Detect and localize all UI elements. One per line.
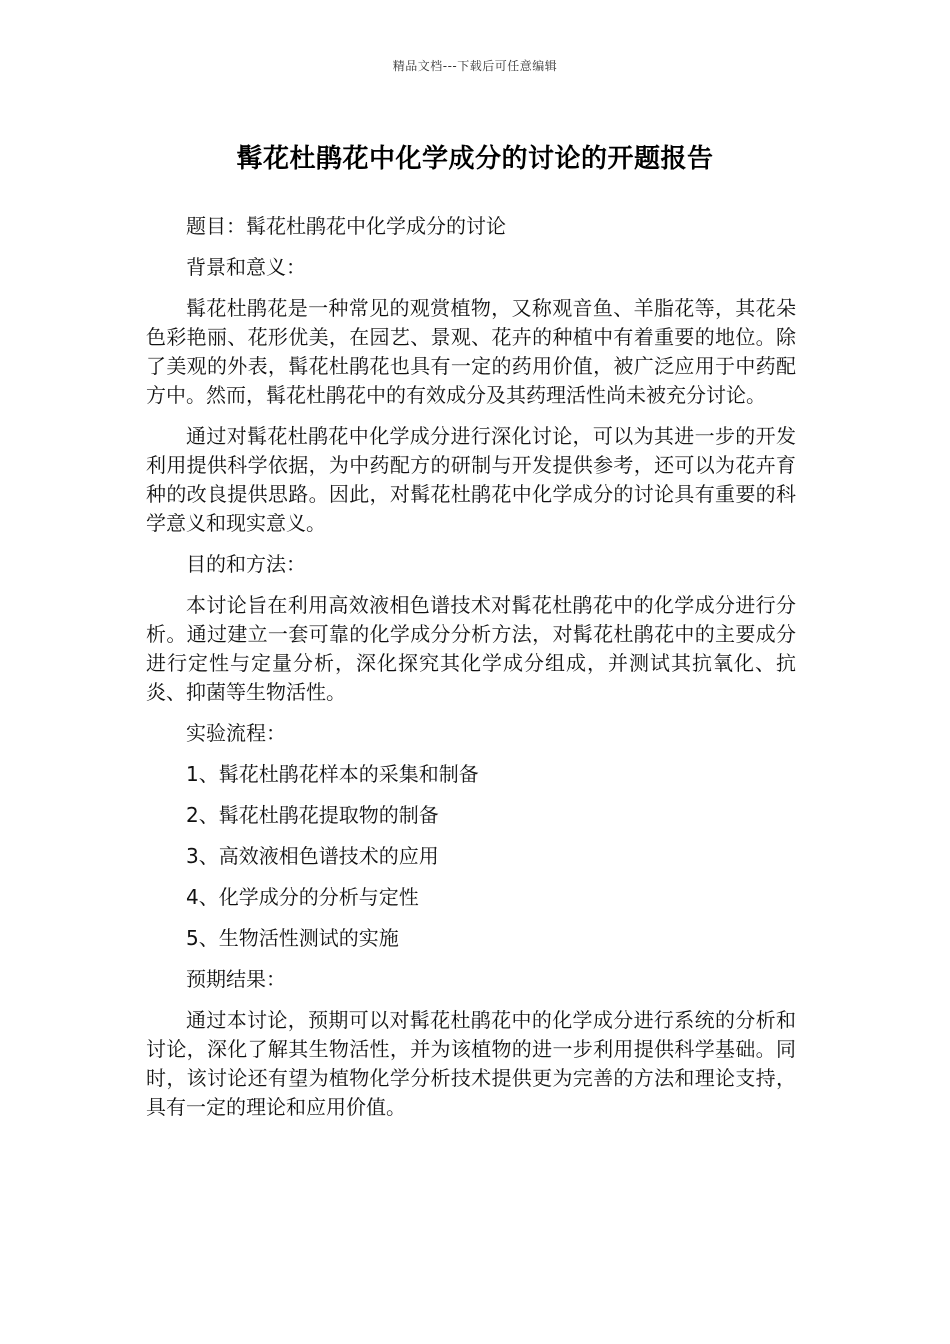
paragraph-results: 通过本讨论，预期可以对髯花杜鹃花中的化学成分进行系统的分析和讨论，深化了解其生物活性，并为该植物的进一步利用提供科学基础。同时，该讨论还有望为植物化学分析技术提供更为完善的方法和理论支持，具有一定的理论和应用价值。 — [146, 1008, 796, 1119]
header-note: 精品文档---下载后可任意编辑 — [392, 59, 558, 73]
section-heading-results: 预期结果： — [186, 967, 286, 991]
section-heading-purpose: 目的和方法： — [186, 552, 306, 576]
section-heading-process: 实验流程： — [186, 721, 286, 745]
list-item-step-1: 1、髯花杜鹃花样本的采集和制备 — [186, 762, 479, 786]
list-item-step-2: 2、髯花杜鹃花提取物的制备 — [186, 803, 439, 827]
document-title: 髯花杜鹃花中化学成分的讨论的开题报告 — [236, 144, 714, 174]
topic-line: 题目：髯花杜鹃花中化学成分的讨论 — [186, 214, 506, 238]
paragraph-purpose: 本讨论旨在利用高效液相色谱技术对髯花杜鹃花中的化学成分进行分析。通过建立一套可靠的化学成分分析方法，对髯花杜鹃花中的主要成分进行定性与定量分析，深化探究其化学成分组成，并测试其抗氧化、抗炎、抑菌等生物活性。 — [146, 593, 796, 704]
document-body — [146, 212, 796, 1134]
list-item-step-5: 5、生物活性测试的实施 — [186, 926, 399, 950]
paragraph-background-2: 通过对髯花杜鹃花中化学成分进行深化讨论，可以为其进一步的开发利用提供科学依据，为中药配方的研制与开发提供参考，还可以为花卉育种的改良提供思路。因此，对髯花杜鹃花中化学成分的讨论具有重要的科学意义和现实意义。 — [146, 424, 796, 535]
section-heading-background: 背景和意义： — [186, 255, 306, 279]
paragraph-background-1: 髯花杜鹃花是一种常见的观赏植物，又称观音鱼、羊脂花等，其花朵色彩艳丽、花形优美，在园艺、景观、花卉的种植中有着重要的地位。除了美观的外表，髯花杜鹃花也具有一定的药用价值，被广泛应用于中药配方中。然而，髯花杜鹃花中的有效成分及其药理活性尚未被充分讨论。 — [146, 296, 796, 407]
list-item-step-4: 4、化学成分的分析与定性 — [186, 885, 419, 909]
list-item-step-3: 3、高效液相色谱技术的应用 — [186, 844, 439, 868]
